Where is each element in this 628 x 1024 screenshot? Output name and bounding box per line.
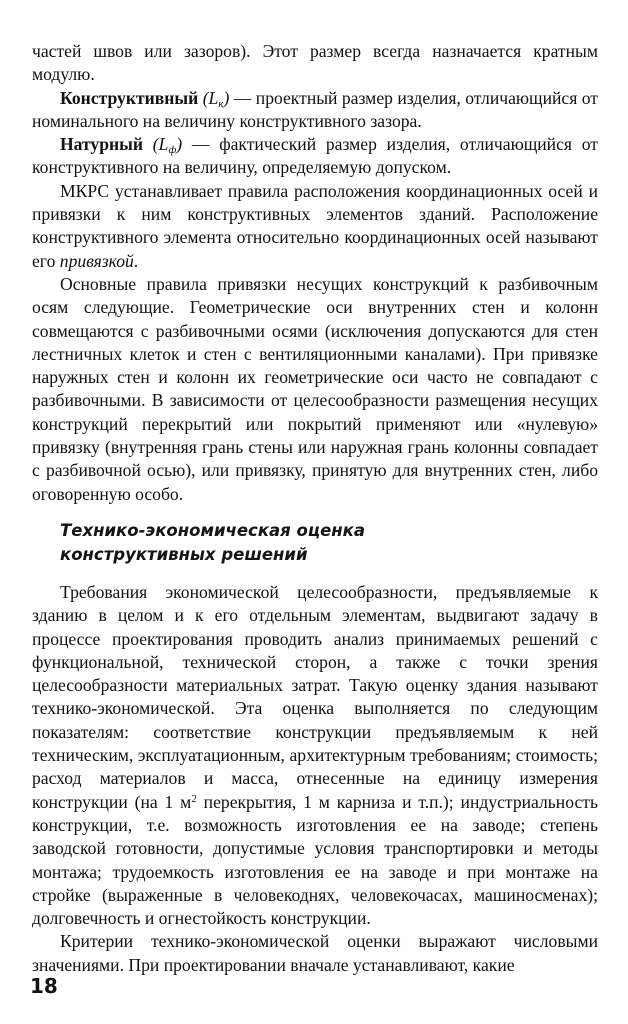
paragraph-natural-size: Натурный $(L_ф)$ — фактический размер изделия, отличающийся от конструктивного на величину, определяемую допуском.	[32, 134, 598, 178]
paragraph-binding-rules: Основные правила привязки несущих конструкций к разбивочным осям следующие. Геометрические оси внутренних стен и колонн совмещаются с разбивочными осями (исключения допускаются для стен лестничных клеток и стен с вентиляционными каналами). При привязке наружных стен и колонн их геометрические оси часто не совпадают с разбивочными. В зависимости от целесообразности размещения несущих конструкций перекрытий или покрытий применяют или «нулевую» привязку (внутренняя грань стены или наружная грань колонны совпадает с разбивочной осью), или привязку, принятую для внутренних стен, либо оговоренную особо.	[32, 273, 598, 504]
page-number: 18	[30, 974, 58, 998]
term-binding: привязкой	[59, 250, 134, 271]
heading-line-1: Технико-экономическая оценка	[60, 520, 365, 540]
page-body	[32, 40, 598, 1012]
term-constructive: Конструктивный	[60, 87, 199, 108]
symbol-lk: $(L_к)$	[202, 87, 230, 110]
symbol-lf: $(L_ф)$	[152, 134, 183, 157]
paragraph-constructive-size: Конструктивный $(L_к)$ — проектный размер изделия, отличающийся от номинального на величину конструктивного зазора.	[32, 87, 598, 131]
superscript-2: 2	[191, 792, 197, 805]
heading-line-2: конструктивных решений	[60, 544, 308, 564]
paragraph-mkrs: МКРС устанавливает правила расположения координационных осей и привязки к ним конструктивных элементов зданий. Расположение конструктивного элемента относительно координационных осей называют его привязкой.	[32, 180, 598, 271]
paragraph-criteria: Критерии технико-экономической оценки выражают числовыми значениями. При проектировании вначале устанавливают, какие	[32, 931, 598, 975]
term-natural: Натурный	[60, 134, 144, 155]
paragraph-economic-requirements: Требования экономической целесообразности, предъявляемые к зданию в целом и к его отдельным элементам, выдвигают задачу в процессе проектирования проводить анализ принимаемых решений с функциональной, технической сторон, а также с точки зрения целесообразности материальных затрат. Такую оценку здания называют технико-экономической. Эта оценка выполняется по следующим показателям: соответствие конструкции предъявляемым к ней техническим, эксплуатационным, архитектурным требованиям; стоимость; расход материалов и масса, отнесенные на единицу измерения конструкции (на 1 $м^2$ перекрытия, 1 м карниза и т.п.); индустриальность конструкции, т.е. возможность изготовления ее на заводе; степень заводской готовности, допустимые условия транспортировки и методы монтажа; трудоемкость изготовления ее на заводе и при монтаже на стройке (выраженные в человекоднях, человекочасах, машиносменах); долговечность и огнестойкость конструкции.	[32, 581, 598, 929]
paragraph-continuation: частей швов или зазоров). Этот размер всегда назначается кратным модулю.	[32, 41, 598, 85]
section-heading	[60, 519, 598, 567]
